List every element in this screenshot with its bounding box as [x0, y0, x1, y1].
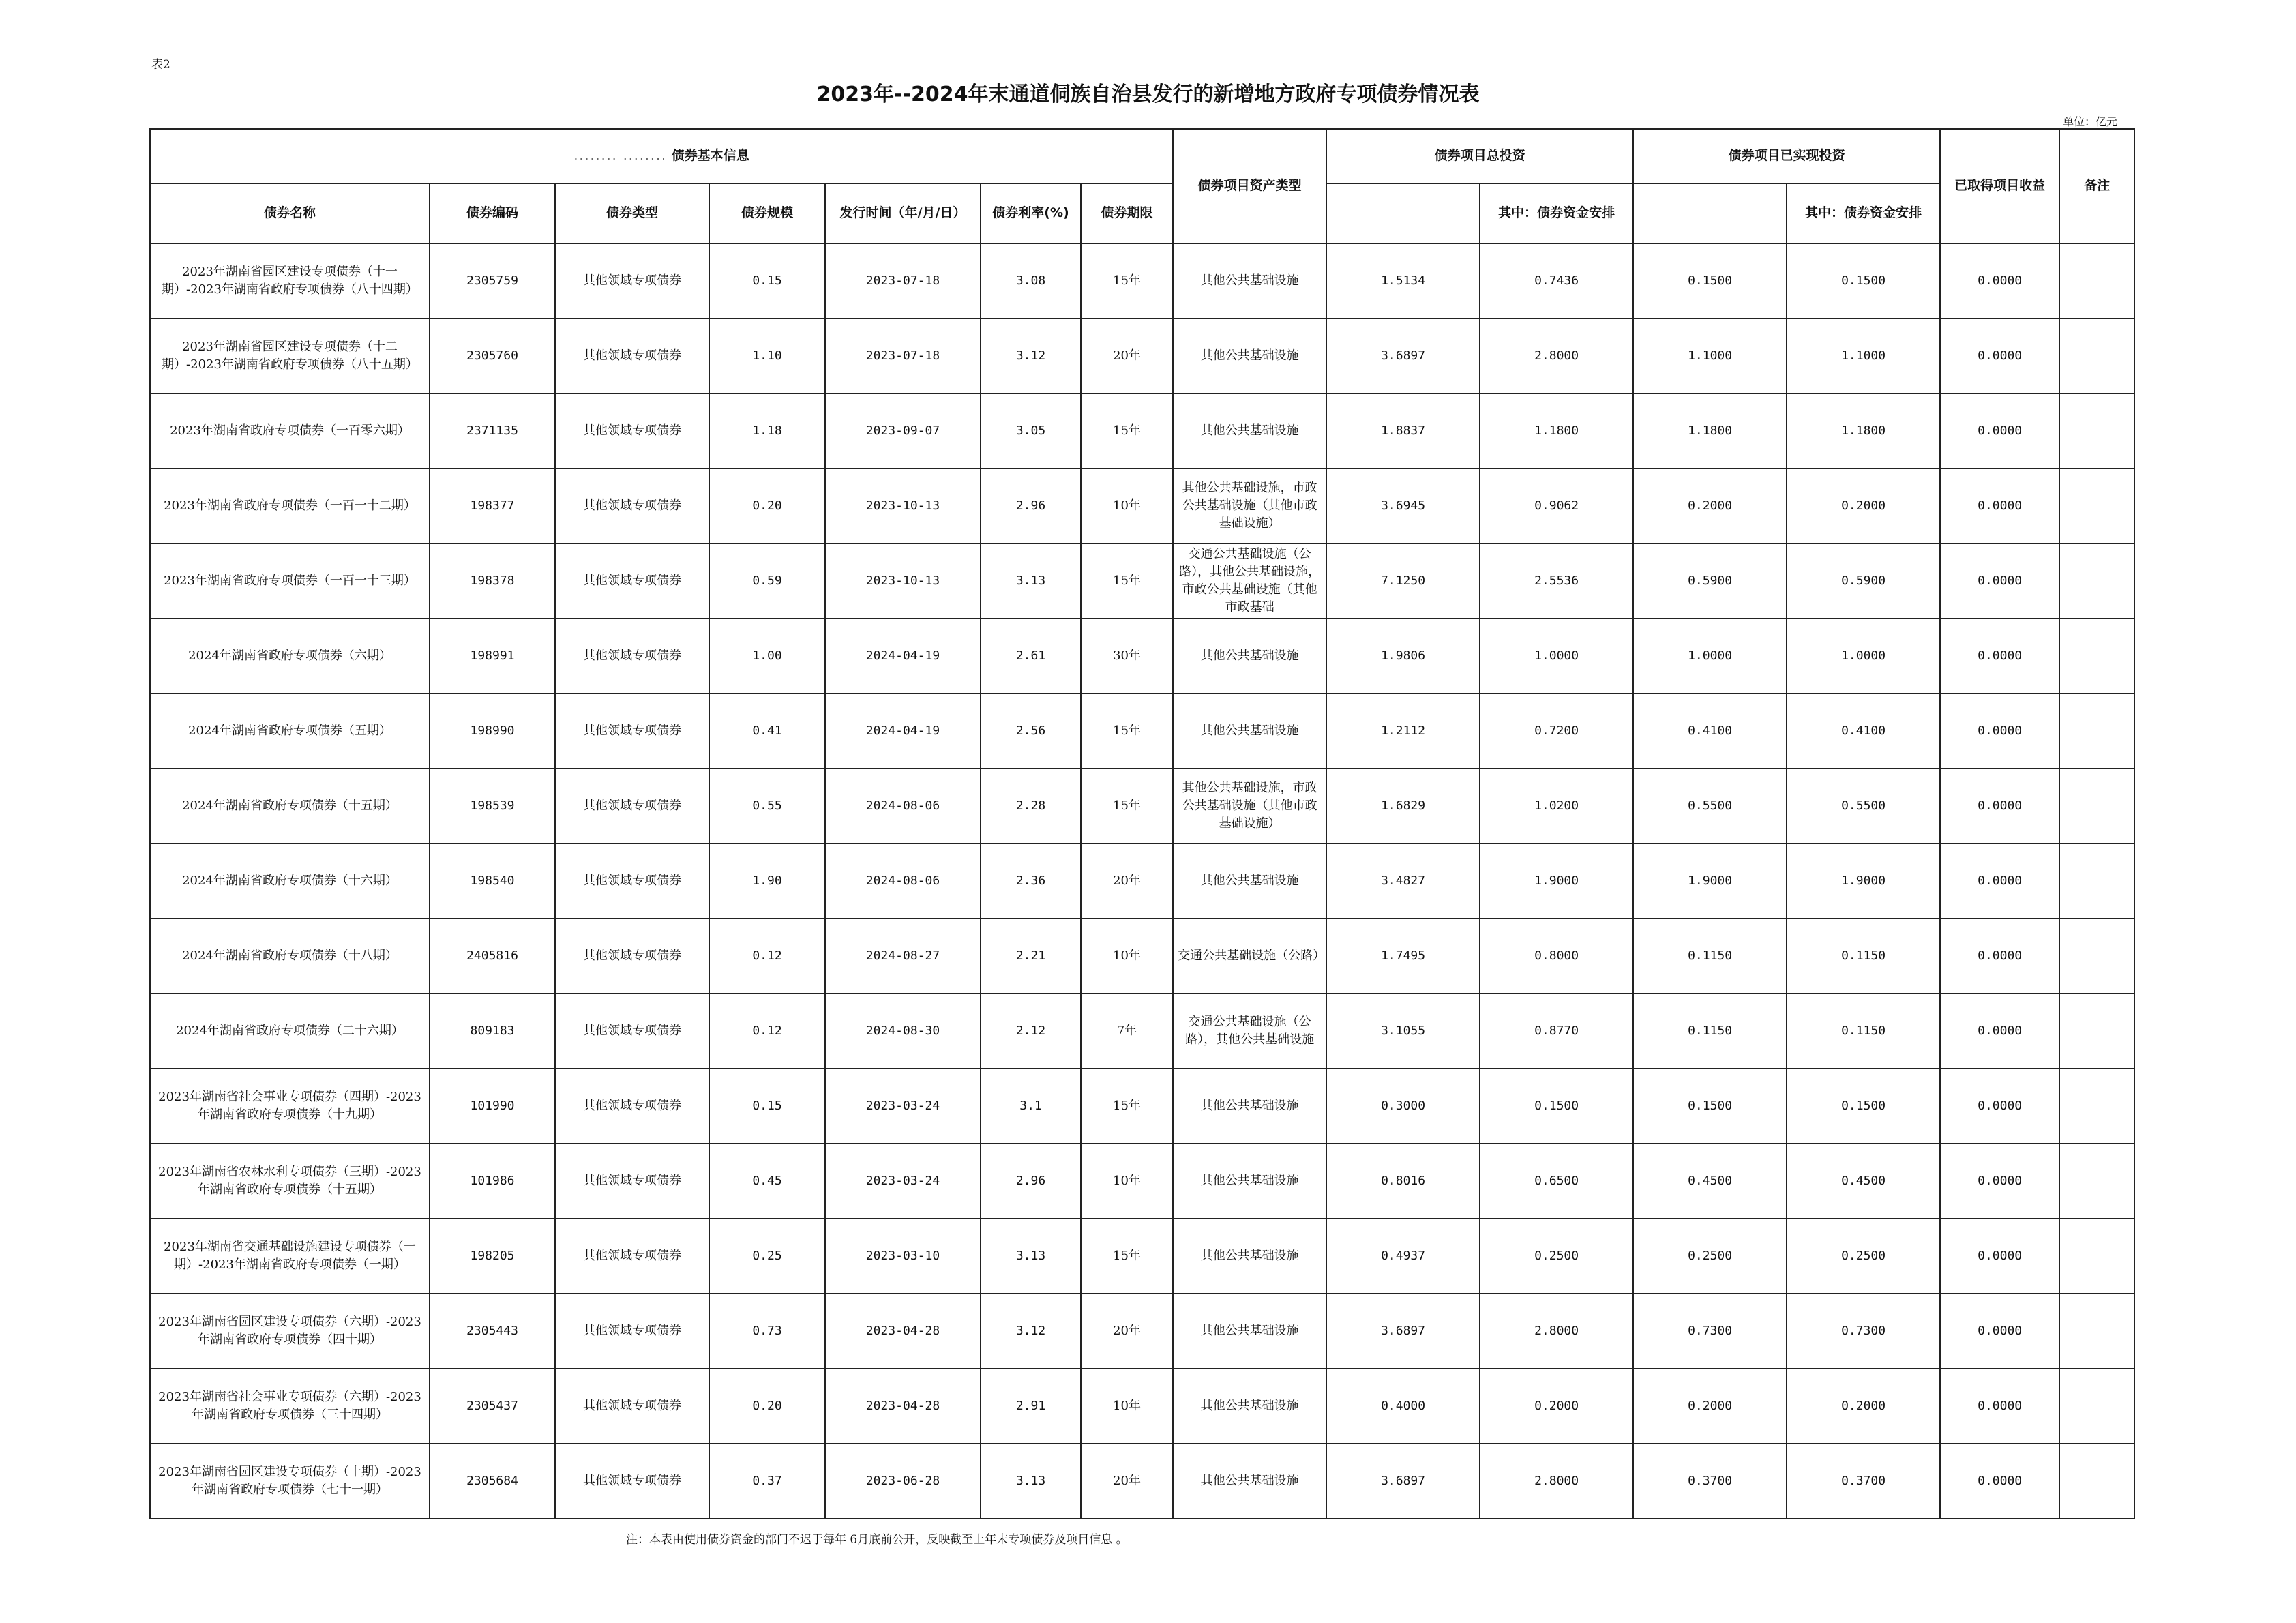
income-cell: 0.0000	[1940, 544, 2059, 619]
bond-scale-cell: 0.73	[709, 1294, 825, 1369]
bond-code-cell: 2305443	[430, 1294, 555, 1369]
total-bond-funds-cell: 0.2000	[1480, 1369, 1633, 1444]
bond-scale-cell: 0.12	[709, 919, 825, 994]
realized-investment-cell: 0.2500	[1633, 1219, 1787, 1294]
realized-bond-funds-cell: 0.1150	[1787, 919, 1940, 994]
realized-investment-cell: 1.1000	[1633, 318, 1787, 393]
rate-cell: 2.96	[981, 468, 1081, 544]
realized-investment-cell: 0.5900	[1633, 544, 1787, 619]
asset-type-cell: 交通公共基础设施（公路）	[1173, 919, 1326, 994]
asset-type-cell: 其他公共基础设施	[1173, 1219, 1326, 1294]
realized-bond-funds-cell: 0.1500	[1787, 1069, 1940, 1144]
rate-cell: 3.05	[981, 393, 1081, 468]
issue-date-cell: 2024-04-19	[825, 694, 981, 769]
term-cell: 15年	[1081, 243, 1173, 318]
bond-code-cell: 2305684	[430, 1444, 555, 1519]
realized-bond-funds-cell: 0.4100	[1787, 694, 1940, 769]
remark-cell	[2059, 318, 2134, 393]
remark-cell	[2059, 1069, 2134, 1144]
asset-type-cell: 交通公共基础设施（公路），其他公共基础设施，市政公共基础设施（其他市政基础	[1173, 544, 1326, 619]
rate-cell: 3.13	[981, 1219, 1081, 1294]
rate-cell: 3.1	[981, 1069, 1081, 1144]
realized-investment-cell: 0.1500	[1633, 243, 1787, 318]
realized-investment-cell: 1.9000	[1633, 844, 1787, 919]
term-cell: 20年	[1081, 844, 1173, 919]
realized-investment-cell: 0.4100	[1633, 694, 1787, 769]
table-row	[150, 994, 2134, 1069]
realized-bond-funds-cell: 0.2000	[1787, 1369, 1940, 1444]
asset-type-cell: 其他公共基础设施，市政公共基础设施（其他市政基础设施）	[1173, 468, 1326, 544]
realized-bond-funds-cell: 0.5500	[1787, 769, 1940, 844]
realized-bond-funds-cell: 0.4500	[1787, 1144, 1940, 1219]
rate-cell: 3.13	[981, 544, 1081, 619]
total-investment-cell: 3.6945	[1326, 468, 1480, 544]
table-row	[150, 1444, 2134, 1519]
bond-type-cell: 其他领域专项债券	[555, 318, 709, 393]
bond-type-cell: 其他领域专项债券	[555, 844, 709, 919]
page-title: 2023年--2024年末通道侗族自治县发行的新增地方政府专项债券情况表	[816, 83, 1480, 106]
group-basic-info-label: 债券基本信息	[671, 148, 749, 164]
bond-scale-cell: 1.18	[709, 393, 825, 468]
total-investment-cell: 1.9806	[1326, 619, 1480, 694]
bond-name-cell: 2024年湖南省政府专项债券（十五期）	[150, 769, 430, 844]
table-row	[150, 318, 2134, 393]
bond-type-cell: 其他领域专项债券	[555, 1369, 709, 1444]
remark-header: 备注	[2059, 129, 2134, 243]
rate-cell: 2.36	[981, 844, 1081, 919]
remark-cell	[2059, 1294, 2134, 1369]
term-cell: 20年	[1081, 1444, 1173, 1519]
realized-bond-funds-cell: 0.7300	[1787, 1294, 1940, 1369]
income-header: 已取得项目收益	[1940, 129, 2059, 243]
asset-type-cell: 其他公共基础设施	[1173, 393, 1326, 468]
total-bond-funds-cell: 1.9000	[1480, 844, 1633, 919]
bond-type-cell: 其他领域专项债券	[555, 1219, 709, 1294]
table-row	[150, 1369, 2134, 1444]
rate-cell: 2.12	[981, 994, 1081, 1069]
bond-name-cell: 2023年湖南省园区建设专项债券（十二期）-2023年湖南省政府专项债券（八十五期）	[150, 318, 430, 393]
asset-type-cell: 其他公共基础设施	[1173, 844, 1326, 919]
bond-scale-cell: 0.41	[709, 694, 825, 769]
rate-cell: 2.56	[981, 694, 1081, 769]
realized-investment-blank-header	[1633, 183, 1787, 243]
bond-type-cell: 其他领域专项债券	[555, 468, 709, 544]
bond-code-cell: 198205	[430, 1219, 555, 1294]
remark-cell	[2059, 243, 2134, 318]
bond-code-cell: 809183	[430, 994, 555, 1069]
issue-date-cell: 2024-04-19	[825, 619, 981, 694]
term-cell: 10年	[1081, 1144, 1173, 1219]
income-cell: 0.0000	[1940, 393, 2059, 468]
realized-investment-cell: 1.1800	[1633, 393, 1787, 468]
asset-type-cell: 其他公共基础设施，市政公共基础设施（其他市政基础设施）	[1173, 769, 1326, 844]
remark-cell	[2059, 994, 2134, 1069]
rate-cell: 3.13	[981, 1444, 1081, 1519]
remark-cell	[2059, 544, 2134, 619]
issue-date-cell: 2023-06-28	[825, 1444, 981, 1519]
total-bond-funds-cell: 2.8000	[1480, 318, 1633, 393]
issue-date-cell: 2023-03-24	[825, 1069, 981, 1144]
bond-type-cell: 其他领域专项债券	[555, 1069, 709, 1144]
remark-cell	[2059, 1369, 2134, 1444]
realized-investment-cell: 0.5500	[1633, 769, 1787, 844]
bond-table	[149, 128, 2135, 1519]
bond-scale-cell: 0.59	[709, 544, 825, 619]
term-cell: 7年	[1081, 994, 1173, 1069]
issue-date-cell: 2023-04-28	[825, 1294, 981, 1369]
total-investment-cell: 1.7495	[1326, 919, 1480, 994]
bond-name-cell: 2024年湖南省政府专项债券（二十六期）	[150, 994, 430, 1069]
rate-cell: 2.61	[981, 619, 1081, 694]
bond-type-cell: 其他领域专项债券	[555, 769, 709, 844]
remark-cell	[2059, 694, 2134, 769]
asset-type-cell: 其他公共基础设施	[1173, 1294, 1326, 1369]
realized-investment-cell: 0.7300	[1633, 1294, 1787, 1369]
total-investment-cell: 0.3000	[1326, 1069, 1480, 1144]
total-bond-funds-cell: 0.8000	[1480, 919, 1633, 994]
table-row	[150, 393, 2134, 468]
realized-investment-cell: 0.1150	[1633, 994, 1787, 1069]
remark-cell	[2059, 1219, 2134, 1294]
term-cell: 10年	[1081, 1369, 1173, 1444]
total-investment-cell: 3.6897	[1326, 1294, 1480, 1369]
bond-scale-cell: 0.20	[709, 1369, 825, 1444]
realized-bond-funds-cell: 0.3700	[1787, 1444, 1940, 1519]
bond-scale-cell: 1.90	[709, 844, 825, 919]
asset-type-cell: 其他公共基础设施	[1173, 1444, 1326, 1519]
remark-cell	[2059, 393, 2134, 468]
term-cell: 15年	[1081, 769, 1173, 844]
income-cell: 0.0000	[1940, 619, 2059, 694]
realized-investment-cell: 0.2000	[1633, 468, 1787, 544]
asset-type-header: 债券项目资产类型	[1173, 129, 1326, 243]
total-bond-funds-cell: 0.6500	[1480, 1144, 1633, 1219]
realized-investment-header: 债券项目已实现投资	[1633, 129, 1940, 183]
income-cell: 0.0000	[1940, 1294, 2059, 1369]
total-investment-cell: 3.6897	[1326, 318, 1480, 393]
total-bond-funds-cell: 0.2500	[1480, 1219, 1633, 1294]
bond-type-cell: 其他领域专项债券	[555, 1294, 709, 1369]
realized-bond-funds-cell: 0.5900	[1787, 544, 1940, 619]
rate-cell: 3.12	[981, 1294, 1081, 1369]
income-cell: 0.0000	[1940, 694, 2059, 769]
bond-name-cell: 2023年湖南省政府专项债券（一百一十二期）	[150, 468, 430, 544]
remark-cell	[2059, 1144, 2134, 1219]
total-bond-funds-cell: 0.7436	[1480, 243, 1633, 318]
bond-name-cell: 2023年湖南省园区建设专项债券（六期）-2023年湖南省政府专项债券（四十期）	[150, 1294, 430, 1369]
total-investment-cell: 1.2112	[1326, 694, 1480, 769]
bond-name-cell: 2023年湖南省园区建设专项债券（十一期）-2023年湖南省政府专项债券（八十四期）	[150, 243, 430, 318]
bond-scale-cell: 0.20	[709, 468, 825, 544]
total-investment-blank-header	[1326, 183, 1480, 243]
issue-date-cell: 2023-10-13	[825, 468, 981, 544]
issue-date-cell: 2023-10-13	[825, 544, 981, 619]
rate-cell: 2.91	[981, 1369, 1081, 1444]
bond-name-cell: 2023年湖南省政府专项债券（一百一十三期）	[150, 544, 430, 619]
table-row	[150, 1069, 2134, 1144]
table-row	[150, 844, 2134, 919]
term-cell: 15年	[1081, 1069, 1173, 1144]
term-cell: 30年	[1081, 619, 1173, 694]
bond-scale-cell: 1.10	[709, 318, 825, 393]
rate-cell: 2.96	[981, 1144, 1081, 1219]
bond-name-cell: 2023年湖南省政府专项债券（一百零六期）	[150, 393, 430, 468]
realized-investment-cell: 0.1500	[1633, 1069, 1787, 1144]
issue-date-cell: 2023-03-10	[825, 1219, 981, 1294]
realized-bond-funds-cell: 1.1800	[1787, 393, 1940, 468]
total-investment-cell: 3.4827	[1326, 844, 1480, 919]
term-cell: 10年	[1081, 919, 1173, 994]
table-row	[150, 919, 2134, 994]
bond-type-cell: 其他领域专项债券	[555, 1444, 709, 1519]
sheet-label: 表2	[151, 58, 170, 72]
term-cell: 15年	[1081, 544, 1173, 619]
bond-code-cell: 2371135	[430, 393, 555, 468]
total-bond-funds-header: 其中：债券资金安排	[1480, 183, 1633, 243]
term-cell: 20年	[1081, 318, 1173, 393]
asset-type-cell: 其他公共基础设施	[1173, 1144, 1326, 1219]
total-investment-header: 债券项目总投资	[1326, 129, 1633, 183]
issue-date-cell: 2024-08-06	[825, 844, 981, 919]
income-cell: 0.0000	[1940, 243, 2059, 318]
bond-code-cell: 2305759	[430, 243, 555, 318]
bond-name-cell: 2024年湖南省政府专项债券（五期）	[150, 694, 430, 769]
term-cell: 10年	[1081, 468, 1173, 544]
issue-date-cell: 2024-08-30	[825, 994, 981, 1069]
bond-code-cell: 198991	[430, 619, 555, 694]
bond-name-cell: 2023年湖南省园区建设专项债券（十期）-2023年湖南省政府专项债券（七十一期）	[150, 1444, 430, 1519]
total-bond-funds-cell: 0.9062	[1480, 468, 1633, 544]
issue-date-cell: 2024-08-06	[825, 769, 981, 844]
realized-bond-funds-cell: 1.9000	[1787, 844, 1940, 919]
term-cell: 15年	[1081, 694, 1173, 769]
asset-type-cell: 其他公共基础设施	[1173, 243, 1326, 318]
total-investment-cell: 0.8016	[1326, 1144, 1480, 1219]
table-row	[150, 694, 2134, 769]
asset-type-cell: 其他公共基础设施	[1173, 1369, 1326, 1444]
unit-label: 单位：亿元	[2062, 115, 2117, 128]
realized-bond-funds-cell: 1.0000	[1787, 619, 1940, 694]
header-dots: ........ ........	[573, 148, 668, 164]
bond-type-cell: 其他领域专项债券	[555, 994, 709, 1069]
bond-name-cell: 2024年湖南省政府专项债券（六期）	[150, 619, 430, 694]
total-investment-cell: 3.1055	[1326, 994, 1480, 1069]
bond-name-cell: 2024年湖南省政府专项债券（十六期）	[150, 844, 430, 919]
income-cell: 0.0000	[1940, 1369, 2059, 1444]
realized-bond-funds-header: 其中：债券资金安排	[1787, 183, 1940, 243]
asset-type-cell: 其他公共基础设施	[1173, 318, 1326, 393]
issue-date-cell: 2023-07-18	[825, 318, 981, 393]
bond-code-cell: 198377	[430, 468, 555, 544]
realized-bond-funds-cell: 0.2000	[1787, 468, 1940, 544]
realized-investment-cell: 0.2000	[1633, 1369, 1787, 1444]
bond-scale-cell: 0.45	[709, 1144, 825, 1219]
income-cell: 0.0000	[1940, 1444, 2059, 1519]
income-cell: 0.0000	[1940, 1219, 2059, 1294]
total-bond-funds-cell: 1.1800	[1480, 393, 1633, 468]
income-cell: 0.0000	[1940, 994, 2059, 1069]
bond-code-cell: 198540	[430, 844, 555, 919]
term-cell: 15年	[1081, 393, 1173, 468]
name-header: 债券名称	[150, 183, 430, 243]
income-cell: 0.0000	[1940, 1144, 2059, 1219]
total-bond-funds-cell: 2.8000	[1480, 1294, 1633, 1369]
rate-cell: 2.28	[981, 769, 1081, 844]
realized-bond-funds-cell: 0.2500	[1787, 1219, 1940, 1294]
bond-scale-cell: 1.00	[709, 619, 825, 694]
bond-code-cell: 101986	[430, 1144, 555, 1219]
asset-type-cell: 其他公共基础设施	[1173, 619, 1326, 694]
bond-scale-cell: 0.12	[709, 994, 825, 1069]
bond-name-cell: 2024年湖南省政府专项债券（十八期）	[150, 919, 430, 994]
bond-code-cell: 2405816	[430, 919, 555, 994]
income-cell: 0.0000	[1940, 468, 2059, 544]
table-row	[150, 769, 2134, 844]
realized-investment-cell: 1.0000	[1633, 619, 1787, 694]
income-cell: 0.0000	[1940, 769, 2059, 844]
issue-date-cell: 2023-04-28	[825, 1369, 981, 1444]
remark-cell	[2059, 769, 2134, 844]
total-investment-cell: 3.6897	[1326, 1444, 1480, 1519]
income-cell: 0.0000	[1940, 844, 2059, 919]
bond-scale-cell: 0.15	[709, 243, 825, 318]
type-header: 债券类型	[555, 183, 709, 243]
rate-cell: 2.21	[981, 919, 1081, 994]
table-row	[150, 1294, 2134, 1369]
bond-scale-cell: 0.37	[709, 1444, 825, 1519]
issue-date-cell: 2023-07-18	[825, 243, 981, 318]
term-cell: 15年	[1081, 1219, 1173, 1294]
bond-code-cell: 198539	[430, 769, 555, 844]
realized-bond-funds-cell: 1.1000	[1787, 318, 1940, 393]
bond-name-cell: 2023年湖南省交通基础设施建设专项债券（一期）-2023年湖南省政府专项债券（一期）	[150, 1219, 430, 1294]
bond-type-cell: 其他领域专项债券	[555, 919, 709, 994]
remark-cell	[2059, 468, 2134, 544]
bond-code-cell: 2305760	[430, 318, 555, 393]
table-row	[150, 619, 2134, 694]
total-bond-funds-cell: 1.0000	[1480, 619, 1633, 694]
table-row	[150, 544, 2134, 619]
bond-scale-cell: 0.55	[709, 769, 825, 844]
income-cell: 0.0000	[1940, 318, 2059, 393]
bond-type-cell: 其他领域专项债券	[555, 619, 709, 694]
total-investment-cell: 0.4937	[1326, 1219, 1480, 1294]
bond-name-cell: 2023年湖南省社会事业专项债券（四期）-2023年湖南省政府专项债券（十九期）	[150, 1069, 430, 1144]
total-investment-cell: 7.1250	[1326, 544, 1480, 619]
asset-type-cell: 交通公共基础设施（公路），其他公共基础设施	[1173, 994, 1326, 1069]
total-bond-funds-cell: 2.8000	[1480, 1444, 1633, 1519]
table-row	[150, 1219, 2134, 1294]
total-bond-funds-cell: 2.5536	[1480, 544, 1633, 619]
bond-scale-cell: 0.15	[709, 1069, 825, 1144]
rate-cell: 3.08	[981, 243, 1081, 318]
realized-investment-cell: 0.3700	[1633, 1444, 1787, 1519]
footnote: 注：本表由使用债券资金的部门不迟于每年 6月底前公开，反映截至上年末专项债券及项目信息 。	[626, 1533, 1128, 1547]
remark-cell	[2059, 619, 2134, 694]
bond-name-cell: 2023年湖南省农林水利专项债券（三期）-2023年湖南省政府专项债券（十五期）	[150, 1144, 430, 1219]
bond-type-cell: 其他领域专项债券	[555, 1144, 709, 1219]
issue-date-header: 发行时间（年/月/日）	[825, 183, 981, 243]
total-bond-funds-cell: 1.0200	[1480, 769, 1633, 844]
group-basic-info-header	[150, 129, 1173, 183]
realized-bond-funds-cell: 0.1150	[1787, 994, 1940, 1069]
bond-type-cell: 其他领域专项债券	[555, 544, 709, 619]
bond-code-cell: 101990	[430, 1069, 555, 1144]
table-row	[150, 468, 2134, 544]
table-row	[150, 243, 2134, 318]
term-cell: 20年	[1081, 1294, 1173, 1369]
table-row	[150, 1144, 2134, 1219]
rate-header: 债券利率(%)	[981, 183, 1081, 243]
realized-bond-funds-cell: 0.1500	[1787, 243, 1940, 318]
issue-date-cell: 2024-08-27	[825, 919, 981, 994]
total-investment-cell: 1.5134	[1326, 243, 1480, 318]
income-cell: 0.0000	[1940, 1069, 2059, 1144]
bond-name-cell: 2023年湖南省社会事业专项债券（六期）-2023年湖南省政府专项债券（三十四期）	[150, 1369, 430, 1444]
remark-cell	[2059, 844, 2134, 919]
term-header: 债券期限	[1081, 183, 1173, 243]
issue-date-cell: 2023-09-07	[825, 393, 981, 468]
total-bond-funds-cell: 0.8770	[1480, 994, 1633, 1069]
code-header: 债券编码	[430, 183, 555, 243]
bond-code-cell: 2305437	[430, 1369, 555, 1444]
total-bond-funds-cell: 0.1500	[1480, 1069, 1633, 1144]
realized-investment-cell: 0.1150	[1633, 919, 1787, 994]
bond-type-cell: 其他领域专项债券	[555, 393, 709, 468]
scale-header: 债券规模	[709, 183, 825, 243]
remark-cell	[2059, 1444, 2134, 1519]
income-cell: 0.0000	[1940, 919, 2059, 994]
asset-type-cell: 其他公共基础设施	[1173, 694, 1326, 769]
issue-date-cell: 2023-03-24	[825, 1144, 981, 1219]
total-investment-cell: 0.4000	[1326, 1369, 1480, 1444]
asset-type-cell: 其他公共基础设施	[1173, 1069, 1326, 1144]
bond-code-cell: 198378	[430, 544, 555, 619]
bond-type-cell: 其他领域专项债券	[555, 243, 709, 318]
total-bond-funds-cell: 0.7200	[1480, 694, 1633, 769]
bond-scale-cell: 0.25	[709, 1219, 825, 1294]
total-investment-cell: 1.8837	[1326, 393, 1480, 468]
rate-cell: 3.12	[981, 318, 1081, 393]
total-investment-cell: 1.6829	[1326, 769, 1480, 844]
realized-investment-cell: 0.4500	[1633, 1144, 1787, 1219]
remark-cell	[2059, 919, 2134, 994]
bond-type-cell: 其他领域专项债券	[555, 694, 709, 769]
bond-code-cell: 198990	[430, 694, 555, 769]
